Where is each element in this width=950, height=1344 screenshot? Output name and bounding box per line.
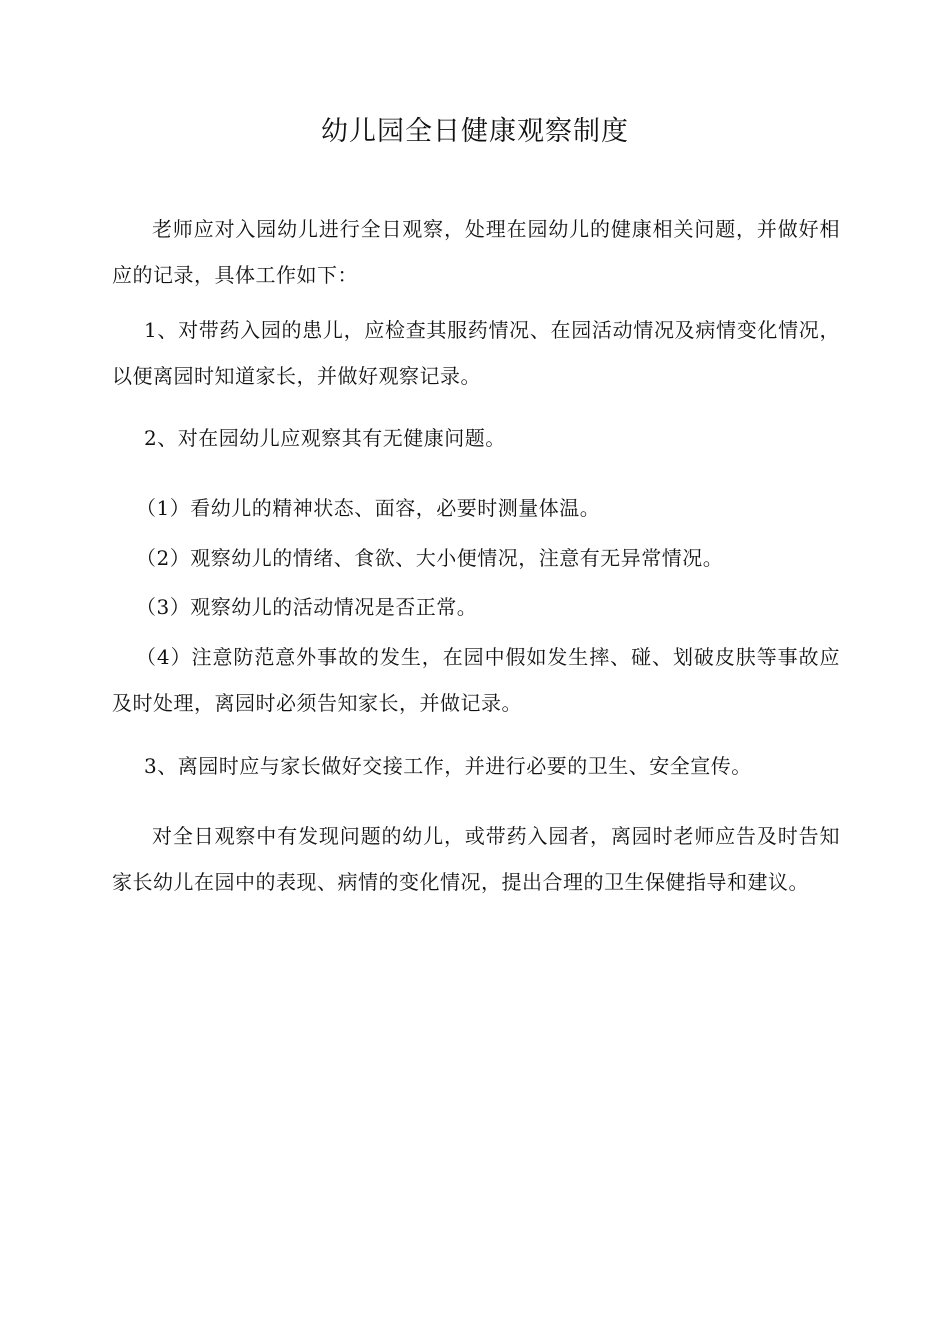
closing-paragraph: 对全日观察中有发现问题的幼儿，或带药入园者，离园时老师应告及时告知家长幼儿在园中的表现、病情的变化情况，提出合理的卫生保健指导和建议。: [112, 824, 840, 894]
document-title: 幼儿园全日健康观察制度: [321, 116, 629, 147]
item-2-paragraph: 2、对在园幼儿应观察其有无健康问题。: [144, 426, 506, 450]
intro-paragraph: 老师应对入园幼儿进行全日观察，处理在园幼儿的健康相关问题，并做好相应的记录，具体工作如下：: [112, 217, 840, 287]
item-3-paragraph: 3、离园时应与家长做好交接工作，并进行必要的卫生、安全宣传。: [144, 754, 752, 778]
item-1-paragraph: 1、对带药入园的患儿，应检查其服药情况、在园活动情况及病情变化情况，以便离园时知道家长，并做好观察记录。: [112, 318, 840, 388]
sub-item-3: （3）观察幼儿的活动情况是否正常。: [136, 595, 478, 619]
sub-item-1: （1）看幼儿的精神状态、面容，必要时测量体温。: [136, 496, 601, 520]
sub-item-4: （4）注意防范意外事故的发生，在园中假如发生摔、碰、划破皮肤等事故应及时处理，离园时必须告知家长，并做记录。: [112, 645, 840, 715]
sub-item-2: （2）观察幼儿的情绪、食欲、大小便情况，注意有无异常情况。: [136, 546, 724, 570]
